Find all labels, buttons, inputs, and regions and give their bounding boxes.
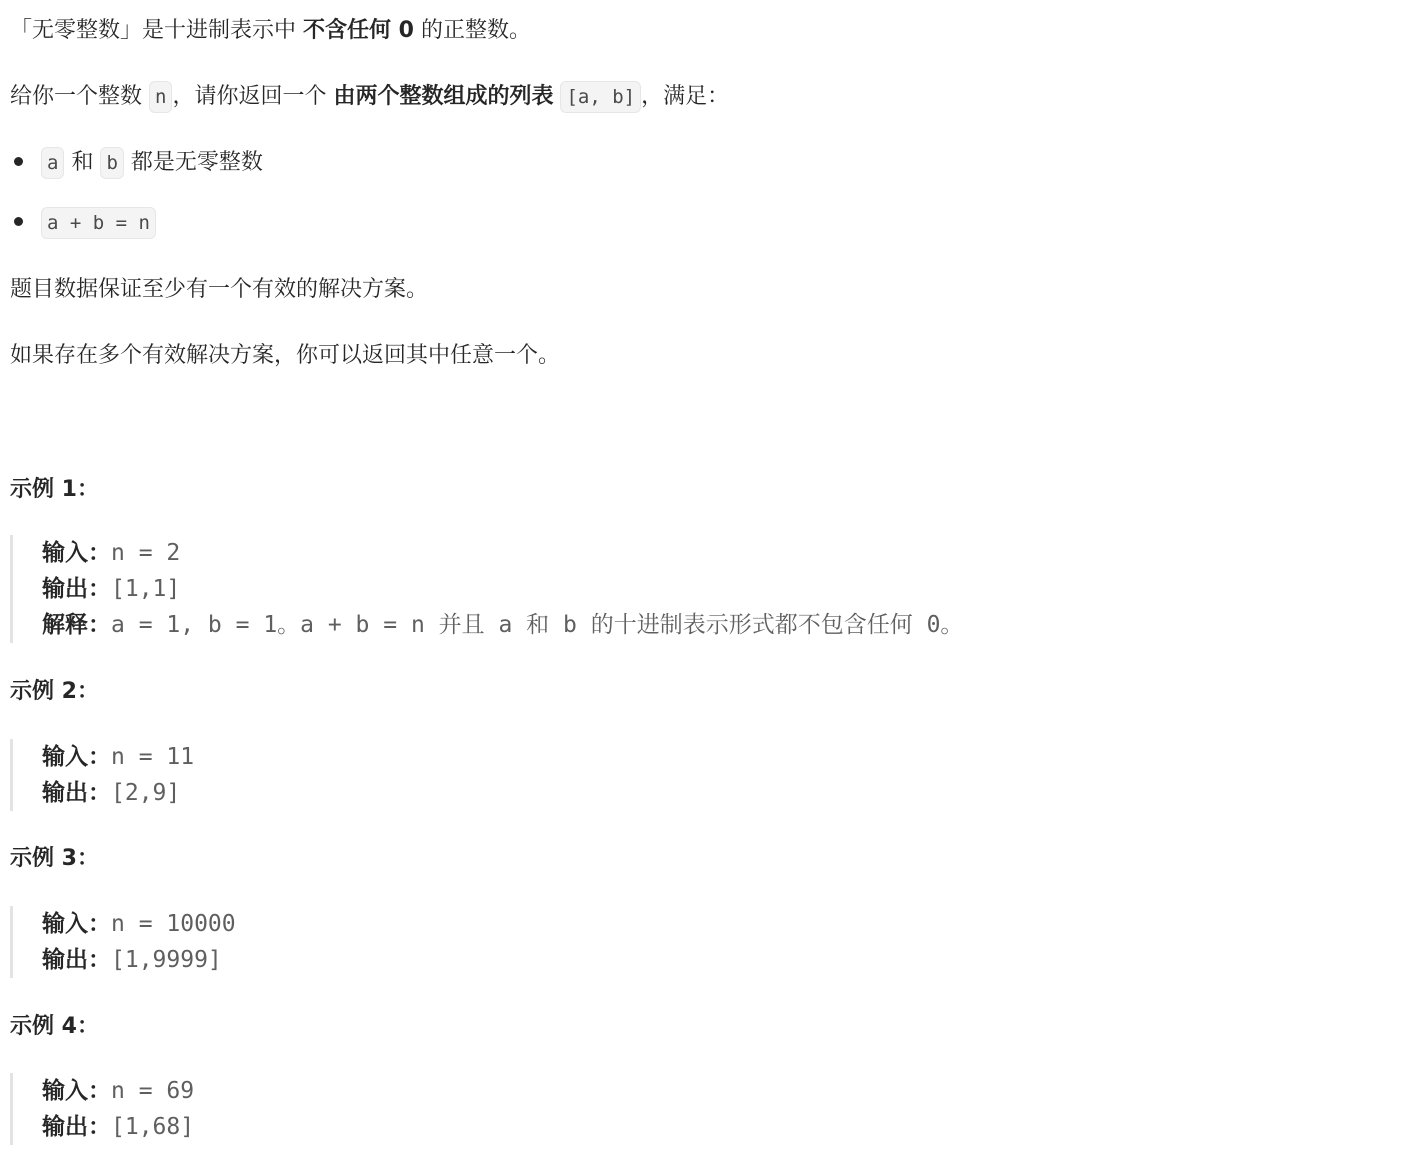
bullet-item-2 [10,207,156,239]
inline-code-equation: a + b = n [41,207,156,239]
explanation-value: a = 1, b = 1。a + b = n 并且 a 和 b 的十进制表示形式都不包含任何 0。 [111,612,964,638]
bullet-dot-icon [14,217,23,226]
example-3-block [10,906,236,978]
input-label: 输入： [42,744,111,770]
bullet-1-tail: 都是无零整数 [123,150,263,175]
example-4-block [10,1073,194,1145]
input-value: n = 69 [111,1078,195,1104]
example-1-input [42,535,963,571]
output-label: 输出： [42,780,111,806]
example-1-explanation [42,607,963,643]
intro-p1-text-a: 「无零整数」是十进制表示中 [10,18,303,43]
input-label: 输入： [42,1078,111,1104]
intro-p1-text-b: 的正整数。 [413,18,531,43]
example-1-title: 示例 1： [10,477,99,502]
output-value: [1,68] [111,1114,195,1140]
intro-paragraph-1 [10,15,531,47]
input-value: n = 2 [111,540,181,566]
input-label: 输入： [42,911,111,937]
output-label: 输出： [42,576,111,602]
example-2-output [42,775,194,811]
intro-p2-bold: 由两个整数组成的列表 [333,84,554,109]
example-1-output [42,571,963,607]
input-value: n = 11 [111,744,195,770]
output-label: 输出： [42,947,111,973]
bullet-dot-icon [14,157,23,166]
example-4-title: 示例 4： [10,1014,99,1039]
example-4-input [42,1073,194,1109]
bullet-1-mid: 和 [64,150,101,175]
inline-code-b: b [100,147,123,179]
input-value: n = 10000 [111,911,236,937]
intro-p1-bold: 不含任何 0 [303,18,414,43]
output-value: [1,9999] [111,947,222,973]
example-3-input [42,906,236,942]
intro-paragraph-3: 题目数据保证至少有一个有效的解决方案。 [10,277,429,302]
intro-paragraph-2 [10,81,729,113]
output-label: 输出： [42,1114,111,1140]
bullet-item-1 [10,147,263,179]
input-label: 输入： [42,540,111,566]
intro-p2-text-b: ，请你返回一个 [172,84,334,109]
intro-p2-text-a: 给你一个整数 [10,84,149,109]
inline-code-a: a [41,147,64,179]
inline-code-list: [a, b] [560,81,641,113]
output-value: [2,9] [111,780,181,806]
example-2-title: 示例 2： [10,679,99,704]
example-3-output [42,942,236,978]
intro-p2-text-c [553,84,560,109]
intro-paragraph-4: 如果存在多个有效解决方案，你可以返回其中任意一个。 [10,343,561,368]
example-2-input [42,739,194,775]
example-3-title: 示例 3： [10,846,99,871]
output-value: [1,1] [111,576,181,602]
example-2-block [10,739,194,811]
explanation-label: 解释： [42,612,111,638]
example-4-output [42,1109,194,1145]
inline-code-n: n [149,81,172,113]
example-1-block [10,535,963,643]
intro-p2-text-d: ，满足： [641,84,730,109]
